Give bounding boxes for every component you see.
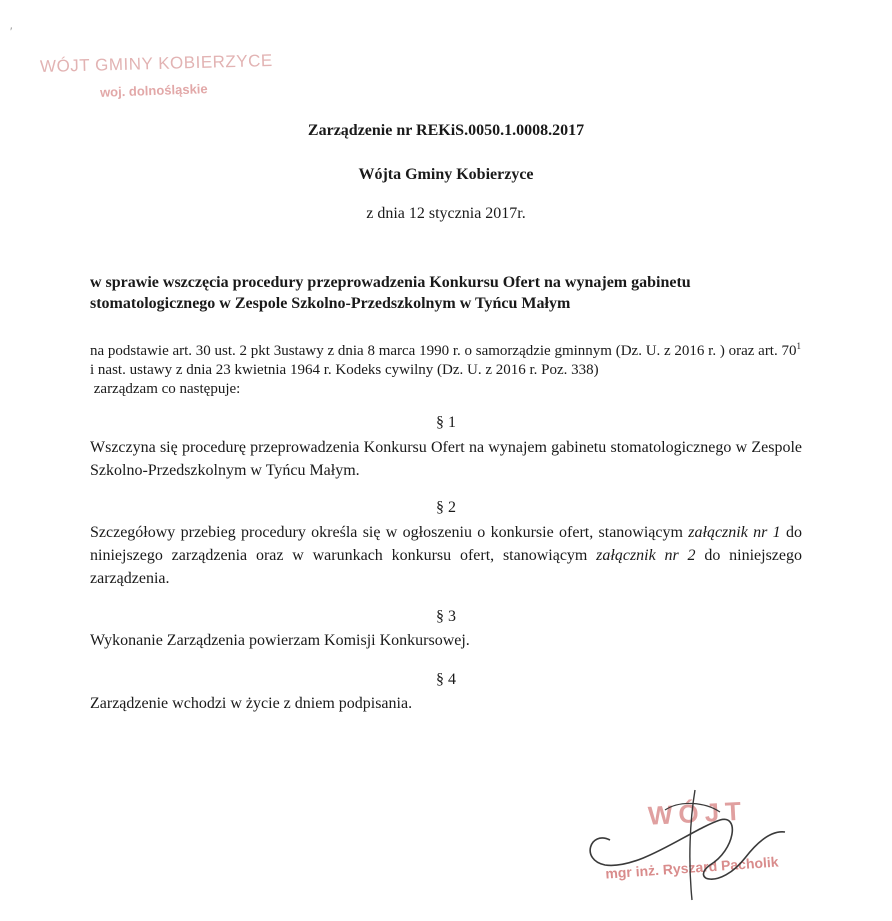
municipality-stamp bbox=[39, 50, 273, 110]
section-2-text bbox=[90, 521, 802, 590]
document-title: Zarządzenie nr REKiS.0050.1.0008.2017 bbox=[307, 122, 585, 139]
section-2-text-c: do niniejszego zarządzenia. bbox=[90, 547, 803, 587]
margin-mark: ′ bbox=[10, 24, 13, 38]
signature-stamp-name: mgr inż. Ryszard Pacholik bbox=[604, 853, 780, 882]
stamp-line-2: woj. dolnośląskie bbox=[99, 81, 208, 100]
legal-basis-part-3: zarządzam co następuje: bbox=[93, 381, 241, 397]
section-3-text: Wykonanie Zarządzenia powierzam Komisji Konkursowej. bbox=[90, 632, 470, 649]
legal-basis-part-2: i nast. ustawy z dnia 23 kwietnia 1964 r. Kodeks cywilny (Dz. U. z 2016 r. Poz. 338) bbox=[90, 362, 599, 378]
document-subject: w sprawie wszczęcia procedury przeprowadzenia Konkursu Ofert na wynajem gabinetu stomatologicznego w Zespole Szkolno-Przedszkolnym w Tyńcu Małym bbox=[90, 274, 691, 312]
stamp-line-1: WÓJT GMINY KOBIERZYCE bbox=[39, 50, 273, 77]
attachment-1-reference: załącznik nr 1 bbox=[688, 524, 781, 541]
section-2-text-a: Szczegółowy przebieg procedury określa się w ogłoszeniu o konkursie ofert, stanowiącym bbox=[90, 524, 689, 541]
section-4-number: § 4 bbox=[436, 671, 456, 688]
section-2-number: § 2 bbox=[436, 499, 456, 516]
section-1-text: Wszczyna się procedurę przeprowadzenia Konkursu Ofert na wynajem gabinetu stomatologicznego w Zespole Szkolno-Przedszkolnym w Tyńcu Małym. bbox=[90, 439, 802, 479]
legal-basis bbox=[90, 337, 802, 399]
section-3-number: § 3 bbox=[436, 608, 456, 625]
signature-stamp bbox=[570, 770, 830, 910]
section-4-text: Zarządzenie wchodzi w życie z dniem podpisania. bbox=[90, 695, 413, 712]
section-1-number: § 1 bbox=[436, 414, 456, 431]
legal-basis-superscript: 1 bbox=[796, 341, 801, 351]
document-date: z dnia 12 stycznia 2017r. bbox=[366, 205, 526, 222]
section-2-text-b: do niniejszego zarządzenia oraz w warunkach konkursu ofert, stanowiącym bbox=[90, 524, 803, 564]
attachment-2-reference: załącznik nr 2 bbox=[596, 547, 696, 564]
legal-basis-part-1: na podstawie art. 30 ust. 2 pkt 3ustawy z dnia 8 marca 1990 r. o samorządzie gminnym (Dz. U. z 2016 r. ) oraz art. 70 bbox=[90, 343, 797, 359]
document-subtitle: Wójta Gminy Kobierzyce bbox=[358, 166, 534, 183]
signature-stamp-title: WÓJT bbox=[647, 795, 748, 831]
